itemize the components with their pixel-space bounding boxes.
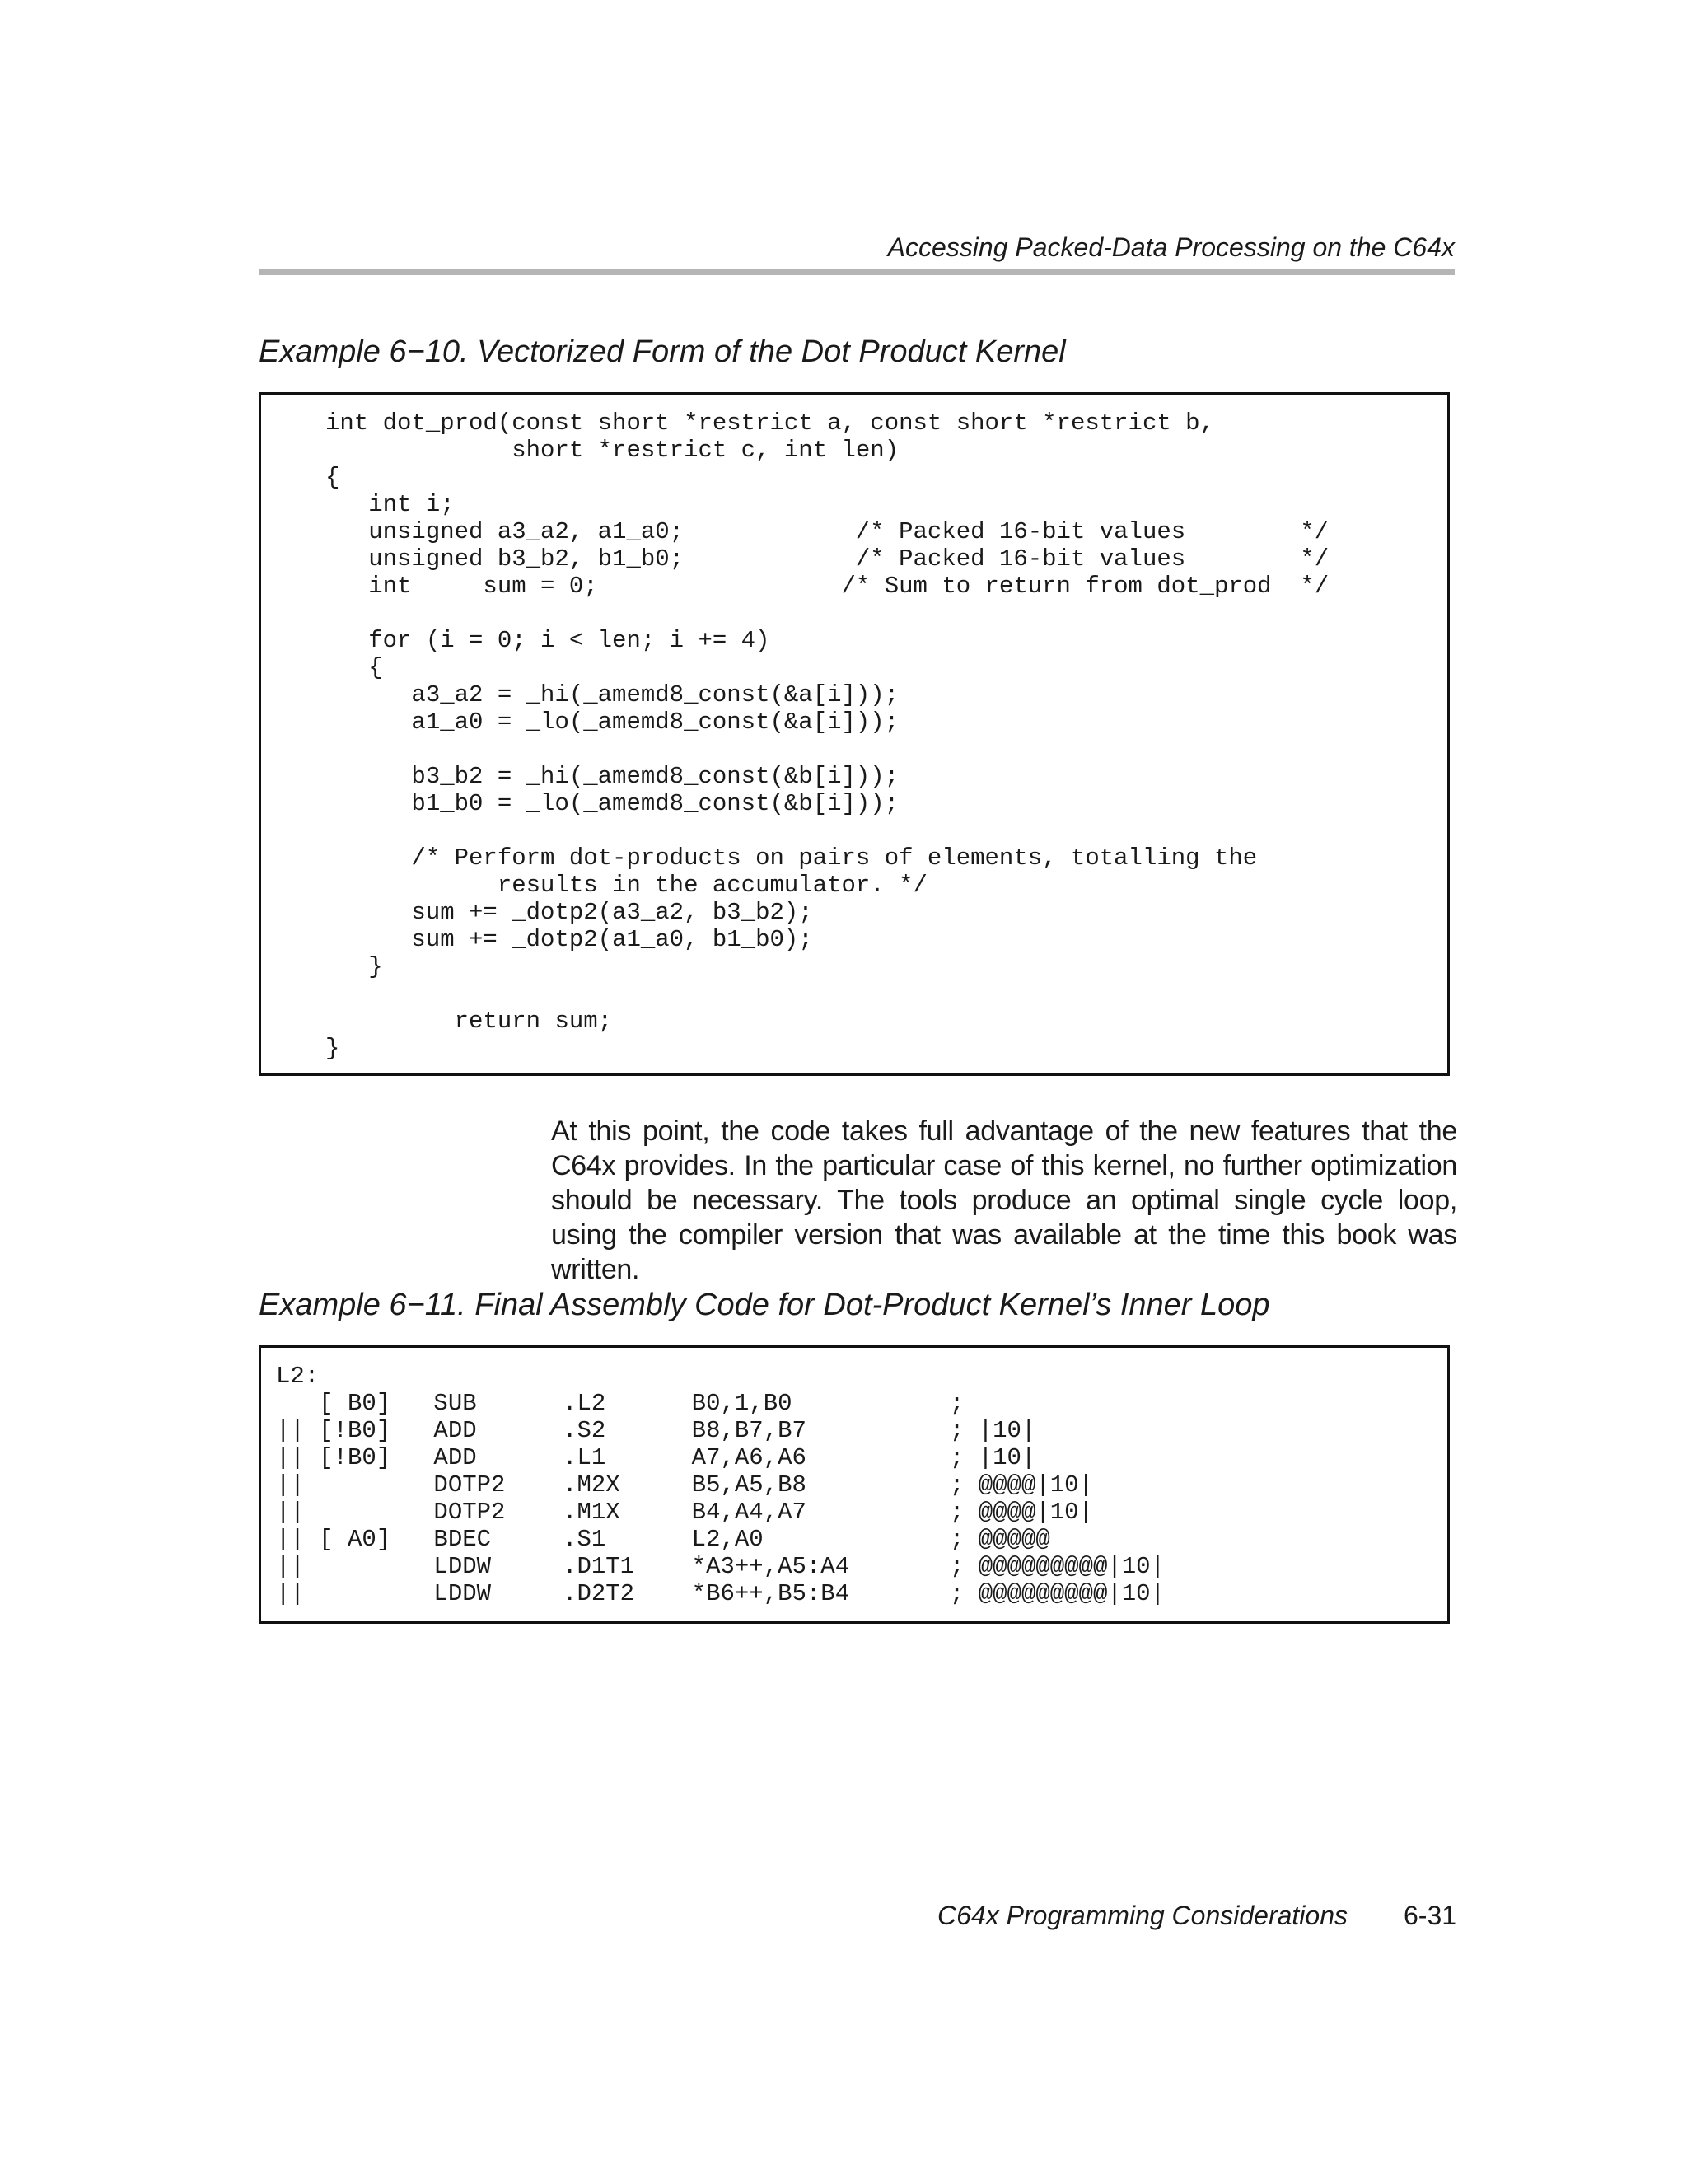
page-number: 6-31 (1404, 1901, 1457, 1930)
c-code-listing: int dot_prod(const short *restrict a, const short *restrict b, short *restrict c, int len) { int i; unsigned a3_a2, a1_a0; /* Packed 16-bit values */ unsigned b3_b2, b1_b0; /* Packed 16-bit values */ int sum = 0; /* Sum to return from dot_prod */ for (i = 0; i < len; i += 4) { a3_a2 = _hi(_amemd8_const(&a[i])); a1_a0 = _lo(_amemd8_const(&a[i])); b3_b2 = _hi(_amemd8_const(&b[i])); b1_b0 = _lo(_amemd8_const(&b[i])); /* Perform dot-products on pairs of elements, totalling the results in the accumulator. */ sum += _dotp2(a3_a2, b3_b2); sum += _dotp2(a1_a0, b1_b0); } return sum; } (325, 409, 1330, 1062)
body-paragraph: At this point, the code takes full advantage of the new features that the C64x provides. In the particular case of this kernel, no further optimization should be necessary. The tools produce an optimal single cycle loop, using the compiler version that was available at the time this book was written. (551, 1115, 1457, 1285)
running-header: Accessing Packed-Data Processing on the C64x (887, 232, 1455, 262)
footer-chapter-title: C64x Programming Considerations (937, 1901, 1348, 1930)
example-6-10-caption: Example 6−10. Vectorized Form of the Dot Product Kernel (259, 334, 1066, 369)
code-box-example-6-11 (259, 1345, 1450, 1624)
assembly-code-listing: L2: [ B0] SUB .L2 B0,1,B0 ; || [!B0] ADD .S2 B8,B7,B7 ; |10| || [!B0] ADD .L1 A7,A6,A6 ; |10| || DOTP2 .M2X B5,A5,B8 ; @@@@|10| || DOTP2 .M1X B4,A4,A7 ; @@@@|10| || [ A0] BDEC .S1 L2,A0 ; @@@@@ || LDDW .D1T1 *A3++,A5:A4 ; @@@@@@@@@|10| || LDDW .D2T2 *B6++,B5:B4 ; @@@@@@@@@|10| (276, 1363, 1165, 1607)
header-rule (259, 269, 1455, 275)
code-box-example-6-10 (259, 392, 1450, 1076)
example-6-11-caption: Example 6−11. Final Assembly Code for Dot-Product Kernel’s Inner Loop (259, 1288, 1270, 1322)
